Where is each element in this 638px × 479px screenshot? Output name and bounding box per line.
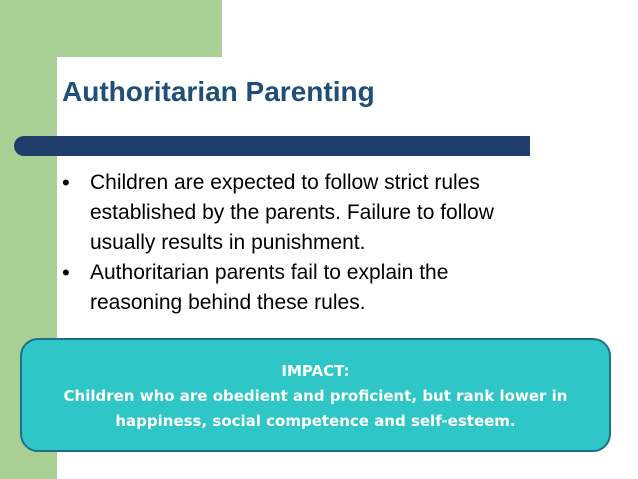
bullet-list	[62, 168, 582, 318]
bullet-item	[62, 258, 582, 318]
title-underline-bar	[14, 136, 530, 156]
impact-line: happiness, social competence and self-esteem.	[115, 411, 516, 430]
impact-line: Children who are obedient and proficient, but rank lower in	[63, 386, 568, 405]
slide-title: Authoritarian Parenting	[62, 76, 375, 107]
bullet-line: Authoritarian parents fail to explain the	[90, 261, 449, 284]
bullet-item	[62, 168, 582, 258]
impact-callout-box	[20, 338, 611, 452]
bullet-line: established by the parents. Failure to follow	[90, 201, 494, 224]
bullet-dot-icon: •	[62, 260, 70, 285]
impact-heading: IMPACT:	[281, 361, 350, 380]
bullet-dot-icon: •	[62, 170, 70, 195]
bullet-line: Children are expected to follow strict rules	[90, 171, 480, 194]
bullet-line: usually results in punishment.	[90, 231, 366, 254]
top-accent-band	[0, 0, 222, 57]
bullet-line: reasoning behind these rules.	[90, 291, 366, 314]
